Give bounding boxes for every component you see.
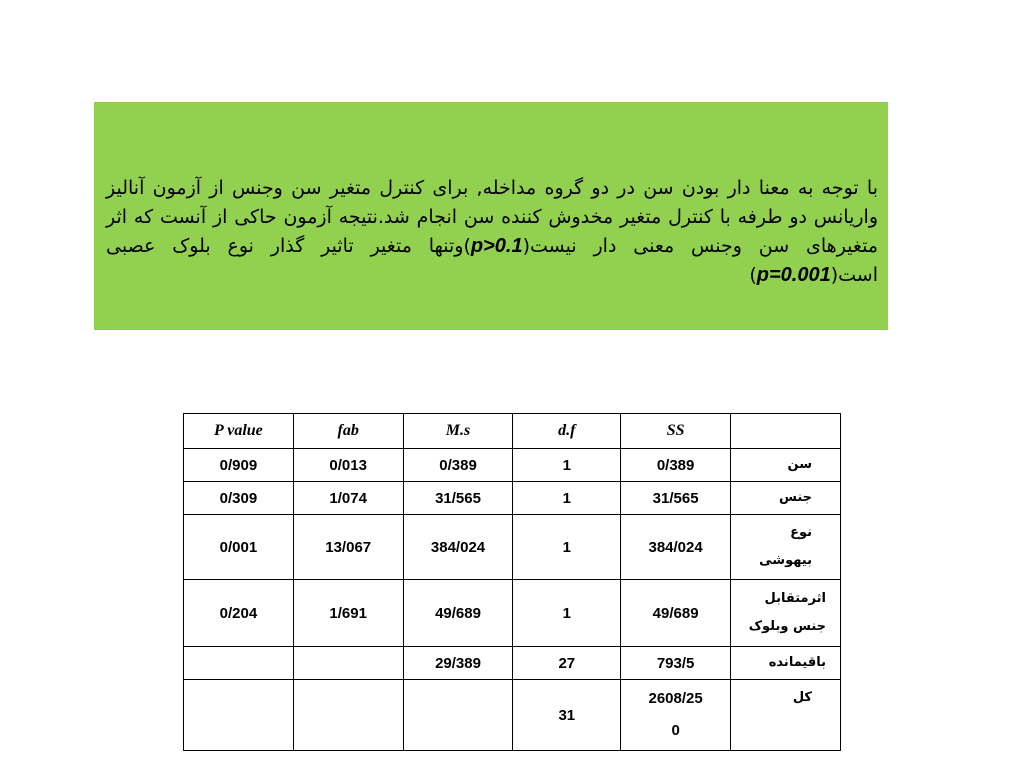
cell-ss bbox=[621, 680, 731, 751]
header-p-value: P value bbox=[184, 414, 294, 449]
cell-fab: 1/074 bbox=[293, 482, 403, 515]
cell-df: 27 bbox=[513, 647, 621, 680]
header-df: d.f bbox=[513, 414, 621, 449]
cell-p-value: 0/001 bbox=[184, 515, 294, 580]
cell-ms: 49/689 bbox=[403, 580, 513, 647]
cell-fab: 13/067 bbox=[293, 515, 403, 580]
summary-text-3: ) bbox=[749, 264, 757, 286]
cell-fab bbox=[293, 647, 403, 680]
cell-ms: 384/024 bbox=[403, 515, 513, 580]
cell-ms: 31/565 bbox=[403, 482, 513, 515]
cell-df: 31 bbox=[513, 680, 621, 751]
cell-df: 1 bbox=[513, 449, 621, 482]
cell-ss: 384/024 bbox=[621, 515, 731, 580]
p-value-2: p=0.001 bbox=[756, 264, 831, 286]
cell-fab: 0/013 bbox=[293, 449, 403, 482]
summary-text-1: با توجه به معنا دار بودن سن در دو گروه مداخله, برای کنترل متغیر سن وجنس از آزمون آنالیز واریانس دو طرفه با کنترل متغیر مخدوش کننده سن انجام شد.نتیجه آزمون حاکی از آنست که اثر متغیرهای سن وجنس معنی دار نیست( bbox=[106, 177, 878, 257]
summary-paragraph bbox=[106, 174, 878, 290]
p-value-1: p>0.1 bbox=[470, 235, 523, 257]
cell-ss: 49/689 bbox=[621, 580, 731, 647]
cell-source-label: سن bbox=[731, 449, 841, 482]
ss-total-line-1: 2608/25 bbox=[648, 690, 703, 707]
cell-fab: 1/691 bbox=[293, 580, 403, 647]
cell-df: 1 bbox=[513, 515, 621, 580]
cell-p-value: 0/204 bbox=[184, 580, 294, 647]
source-label-line-1: نوع bbox=[790, 525, 812, 540]
ss-total-line-2: 0 bbox=[671, 722, 680, 739]
table-row bbox=[184, 580, 841, 647]
header-ms: M.s bbox=[403, 414, 513, 449]
summary-box bbox=[94, 102, 888, 330]
source-label-line-2: جنس وبلوک bbox=[748, 619, 826, 634]
table-row bbox=[184, 647, 841, 680]
cell-p-value: 0/309 bbox=[184, 482, 294, 515]
cell-source-label bbox=[731, 515, 841, 580]
table-row bbox=[184, 515, 841, 580]
cell-source-label: کل bbox=[731, 680, 841, 751]
cell-fab bbox=[293, 680, 403, 751]
table-row bbox=[184, 449, 841, 482]
cell-p-value bbox=[184, 680, 294, 751]
header-ss: SS bbox=[621, 414, 731, 449]
cell-p-value: 0/909 bbox=[184, 449, 294, 482]
cell-ms bbox=[403, 680, 513, 751]
cell-source-label bbox=[731, 580, 841, 647]
cell-ms: 29/389 bbox=[403, 647, 513, 680]
cell-p-value bbox=[184, 647, 294, 680]
table-row bbox=[184, 482, 841, 515]
source-label-line-1: اثرمتقابل bbox=[764, 591, 826, 606]
table-row bbox=[184, 680, 841, 751]
table-header-row bbox=[184, 414, 841, 449]
cell-df: 1 bbox=[513, 580, 621, 647]
cell-ss: 793/5 bbox=[621, 647, 731, 680]
header-fab: fab bbox=[293, 414, 403, 449]
cell-ss: 0/389 bbox=[621, 449, 731, 482]
cell-source-label: جنس bbox=[731, 482, 841, 515]
summary-text-2: )وتنها متغیر تاثیر گذار نوع بلوک عصبی است( bbox=[106, 235, 878, 286]
cell-df: 1 bbox=[513, 482, 621, 515]
cell-source-label: باقیمانده bbox=[731, 647, 841, 680]
cell-ms: 0/389 bbox=[403, 449, 513, 482]
anova-table bbox=[183, 413, 841, 751]
cell-ss: 31/565 bbox=[621, 482, 731, 515]
header-source bbox=[731, 414, 841, 449]
source-label-line-2: بیهوشی bbox=[759, 553, 812, 568]
